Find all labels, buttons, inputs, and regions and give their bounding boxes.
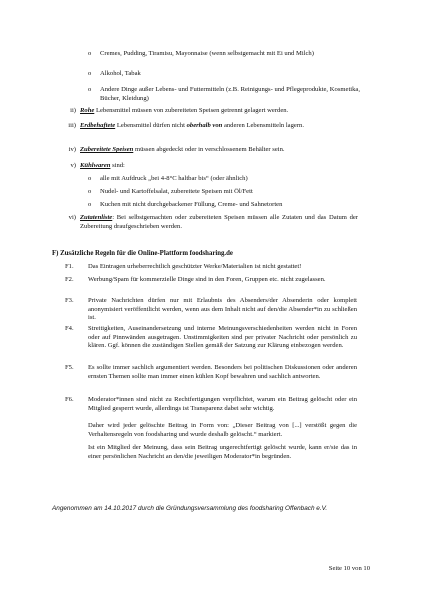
rule-number: F5.: [65, 364, 74, 371]
roman-rest: Lebensmittel dürfen nicht: [115, 122, 187, 129]
bullet-mark: o: [88, 188, 92, 195]
roman-emphasis: Erdbehaftete: [80, 122, 116, 129]
bullet-mark: o: [88, 175, 92, 182]
rule-text: Private Nachrichten dürfen nur mit Erlaubnis des Absenders/der Absenderin oder komplett anonymisiert veröffentlicht werden, wenn aus dem Inhalt nicht auf den/die Absender*in zu schließen ist.: [88, 297, 357, 322]
list-item-text: Nudel- und Kartoffelsalat, zubereitete Speisen mit Öl/Fett: [100, 188, 253, 195]
rule-text-continued: Ist ein Mitglied der Meinung, dass sein Beitrag ungerechtfertigt gelöscht wurde, kann er/sie das in einer persönlichen Nachricht an den/die jeweiligen Moderator*in begründen.: [88, 444, 357, 460]
rule-number: F6.: [65, 396, 74, 403]
adoption-note: Angenommen am 14.10.2017 durch die Gründungsversammlung des foodsharing Offenbach e.V.: [52, 505, 328, 512]
rule-number: F2.: [65, 276, 74, 283]
roman-rest: : Bei selbstgemachten oder zubereiteten Speisen müssen alle Zutaten und das Datum der Zubereitung draufgeschrieben werden.: [80, 214, 358, 230]
roman-text: [80, 162, 358, 171]
roman-text: [80, 146, 358, 155]
roman-number: iii): [68, 122, 76, 129]
list-item-text: Andere Dinge außer Lebens- und Futtermitteln (z.B. Reinigungs- und Pflegeprodukte, Kosmetika, Bücher, Kleidung): [100, 86, 360, 102]
roman-number: iv): [68, 146, 76, 153]
list-item-text: alle mit Aufdruck „bei 4-8°C haltbar bis“ (oder ähnlich): [100, 175, 248, 182]
bullet-mark: o: [88, 50, 92, 57]
rule-number: F1.: [65, 263, 74, 270]
roman-rest: Lebensmittel müssen von zubereiteten Speisen getrennt gelagert werden.: [94, 107, 289, 114]
rule-text: Es sollte immer sachlich argumentiert werden. Besonders bei politischen Diskussionen oder anderen ernsten Themen sollte man immer einen kühlen Kopf bewahren und sachlich antworten.: [88, 364, 357, 380]
roman-number: vi): [68, 214, 76, 221]
bullet-mark: o: [88, 201, 92, 208]
roman-text: [80, 107, 358, 116]
roman-emphasis: Rohe: [80, 107, 95, 114]
bullet-mark: o: [88, 70, 92, 77]
roman-text: [80, 214, 358, 231]
section-heading: F) Zusätzliche Regeln für die Online-Plattform foodsharing.de: [52, 250, 233, 257]
roman-text: [80, 122, 358, 131]
rule-text: Werbung/Spam für kommerzielle Dinge sind in den Foren, Gruppen etc. nicht zugelassen.: [88, 276, 326, 283]
roman-rest: sind:: [110, 162, 125, 169]
roman-rest: müssen abgedeckt oder in verschlossenem Behälter sein.: [133, 146, 285, 153]
rule-number: F4.: [65, 325, 74, 332]
list-item-text: Cremes, Pudding, Tiramisu, Mayonnaise (wenn selbstgemacht mit Ei und Milch): [100, 50, 314, 57]
rule-text: Das Eintragen urheberrechtlich geschützter Werke/Materialien ist nicht gestattet!: [88, 263, 302, 270]
roman-emphasis: Zutatenliste: [80, 214, 113, 221]
list-item-text: Alkohol, Tabak: [100, 70, 141, 77]
list-item-text: Kuchen mit nicht durchgebackener Füllung, Creme- und Sahnetorten: [100, 201, 283, 208]
roman-number: v): [70, 162, 76, 169]
roman-rest: anderen Lebensmitteln lagern.: [222, 122, 304, 129]
page-number: Seite 10 von 10: [328, 565, 370, 572]
rule-text: Streitigkeiten, Auseinandersetzung und interne Meinungsverschiedenheiten werden nicht in Foren oder auf Pinnwänden ausgetragen. Unstimmigkeiten sind per privater Nachricht oder persönlich zu klären. Ggf. können die zuständigen Stellen gemäß der Satzung zur Klärung einbezogen werden.: [88, 325, 357, 350]
rule-text-continued: Daher wird jeder gelöschte Beitrag in Form von: „Dieser Beitrag von [...] verstößt gegen die Verhaltensregeln von foodsharing und wurde deshalb gelöscht.“ markiert.: [88, 422, 357, 438]
rule-number: F3.: [65, 297, 74, 304]
bullet-mark: o: [88, 86, 92, 93]
roman-emphasis: Kühlwaren: [80, 162, 111, 169]
roman-emphasis-2: oberhalb von: [186, 122, 223, 129]
roman-emphasis: Zubereitete Speisen: [80, 146, 134, 153]
roman-number: ii): [70, 107, 76, 114]
rule-text: Moderator*innen sind nicht zu Rechtfertigungen verpflichtet, warum ein Beitrag gelöscht oder ein Mitglied gesperrt wurde, allerdings ist Transparenz dabei sehr wichtig.: [88, 396, 357, 412]
